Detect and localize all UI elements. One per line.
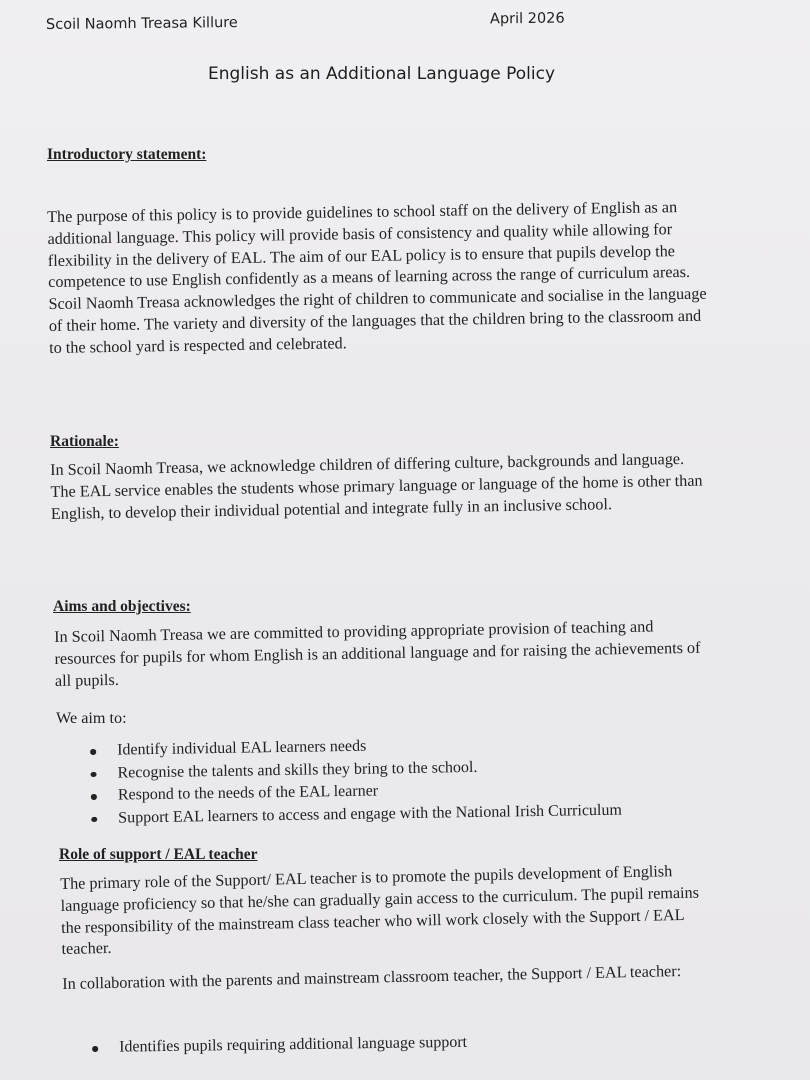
- list-item: Support EAL learners to access and engage with the National Irish Curriculum: [91, 799, 622, 830]
- school-name: Scoil Naomh Treasa Killure: [45, 14, 238, 34]
- list-item: Respond to the needs of the EAL learner: [91, 777, 622, 808]
- role-body-2: In collaboration with the parents and mainstream classroom teacher, the Support / EAL teacher:: [62, 962, 682, 993]
- document-date: April 2026: [489, 10, 565, 28]
- aims-paragraph: [54, 615, 715, 692]
- aims-lead: We aim to:: [56, 709, 127, 727]
- intro-body: The purpose of this policy is to provide guidelines to school staff on the delivery of English as an additional language. This policy will provide basis of consistency and quality while allowing for flexibility in the delivery of EAL. The aim of our EAL policy is to ensure that pupils develop the competence to use English confidently as a means of learning across the range of curriculum areas. Scoil Naomh Treasa acknowledges the right of children to communicate and socialise in the language of their home. The variety and diversity of the languages that the children bring to the classroom and to the school yard is respected and celebrated.: [47, 198, 707, 357]
- rationale-paragraph: [50, 448, 711, 525]
- aims-body: In Scoil Naomh Treasa we are committed to providing appropriate provision of teaching and resources for pupils for whom English is an additional language and for raising the achievements of all pupils.: [54, 617, 701, 690]
- role-paragraph-2: [62, 960, 722, 996]
- intro-heading: Introductory statement:: [47, 146, 207, 163]
- list-item: Identify individual EAL learners needs: [90, 732, 621, 763]
- aims-heading: Aims and objectives:: [53, 598, 191, 615]
- document-title: English as an Additional Language Policy: [208, 64, 556, 84]
- role-body-1: The primary role of the Support/ EAL teacher is to promote the pupils development of English language proficiency so that he/she can gradually gain access to the curriculum. The pupil remains the responsibility of the mainstream class teacher who will work closely with the Support / EAL teacher.: [60, 862, 700, 959]
- role-heading: Role of support / EAL teacher: [59, 846, 258, 863]
- list-item: Recognise the talents and skills they bring to the school.: [90, 754, 621, 785]
- role-list: [92, 1032, 467, 1060]
- intro-paragraph: [47, 197, 709, 360]
- aims-list: [90, 732, 622, 830]
- rationale-body: In Scoil Naomh Treasa, we acknowledge children of differing culture, backgrounds and language. The EAL service enables the students whose primary language or language of the home is other than English, to develop their individual potential and integrate fully in an inclusive school.: [50, 449, 703, 523]
- rationale-heading: Rationale:: [50, 433, 119, 450]
- list-item: Identifies pupils requiring additional language support: [92, 1032, 467, 1060]
- role-paragraph: [60, 860, 722, 961]
